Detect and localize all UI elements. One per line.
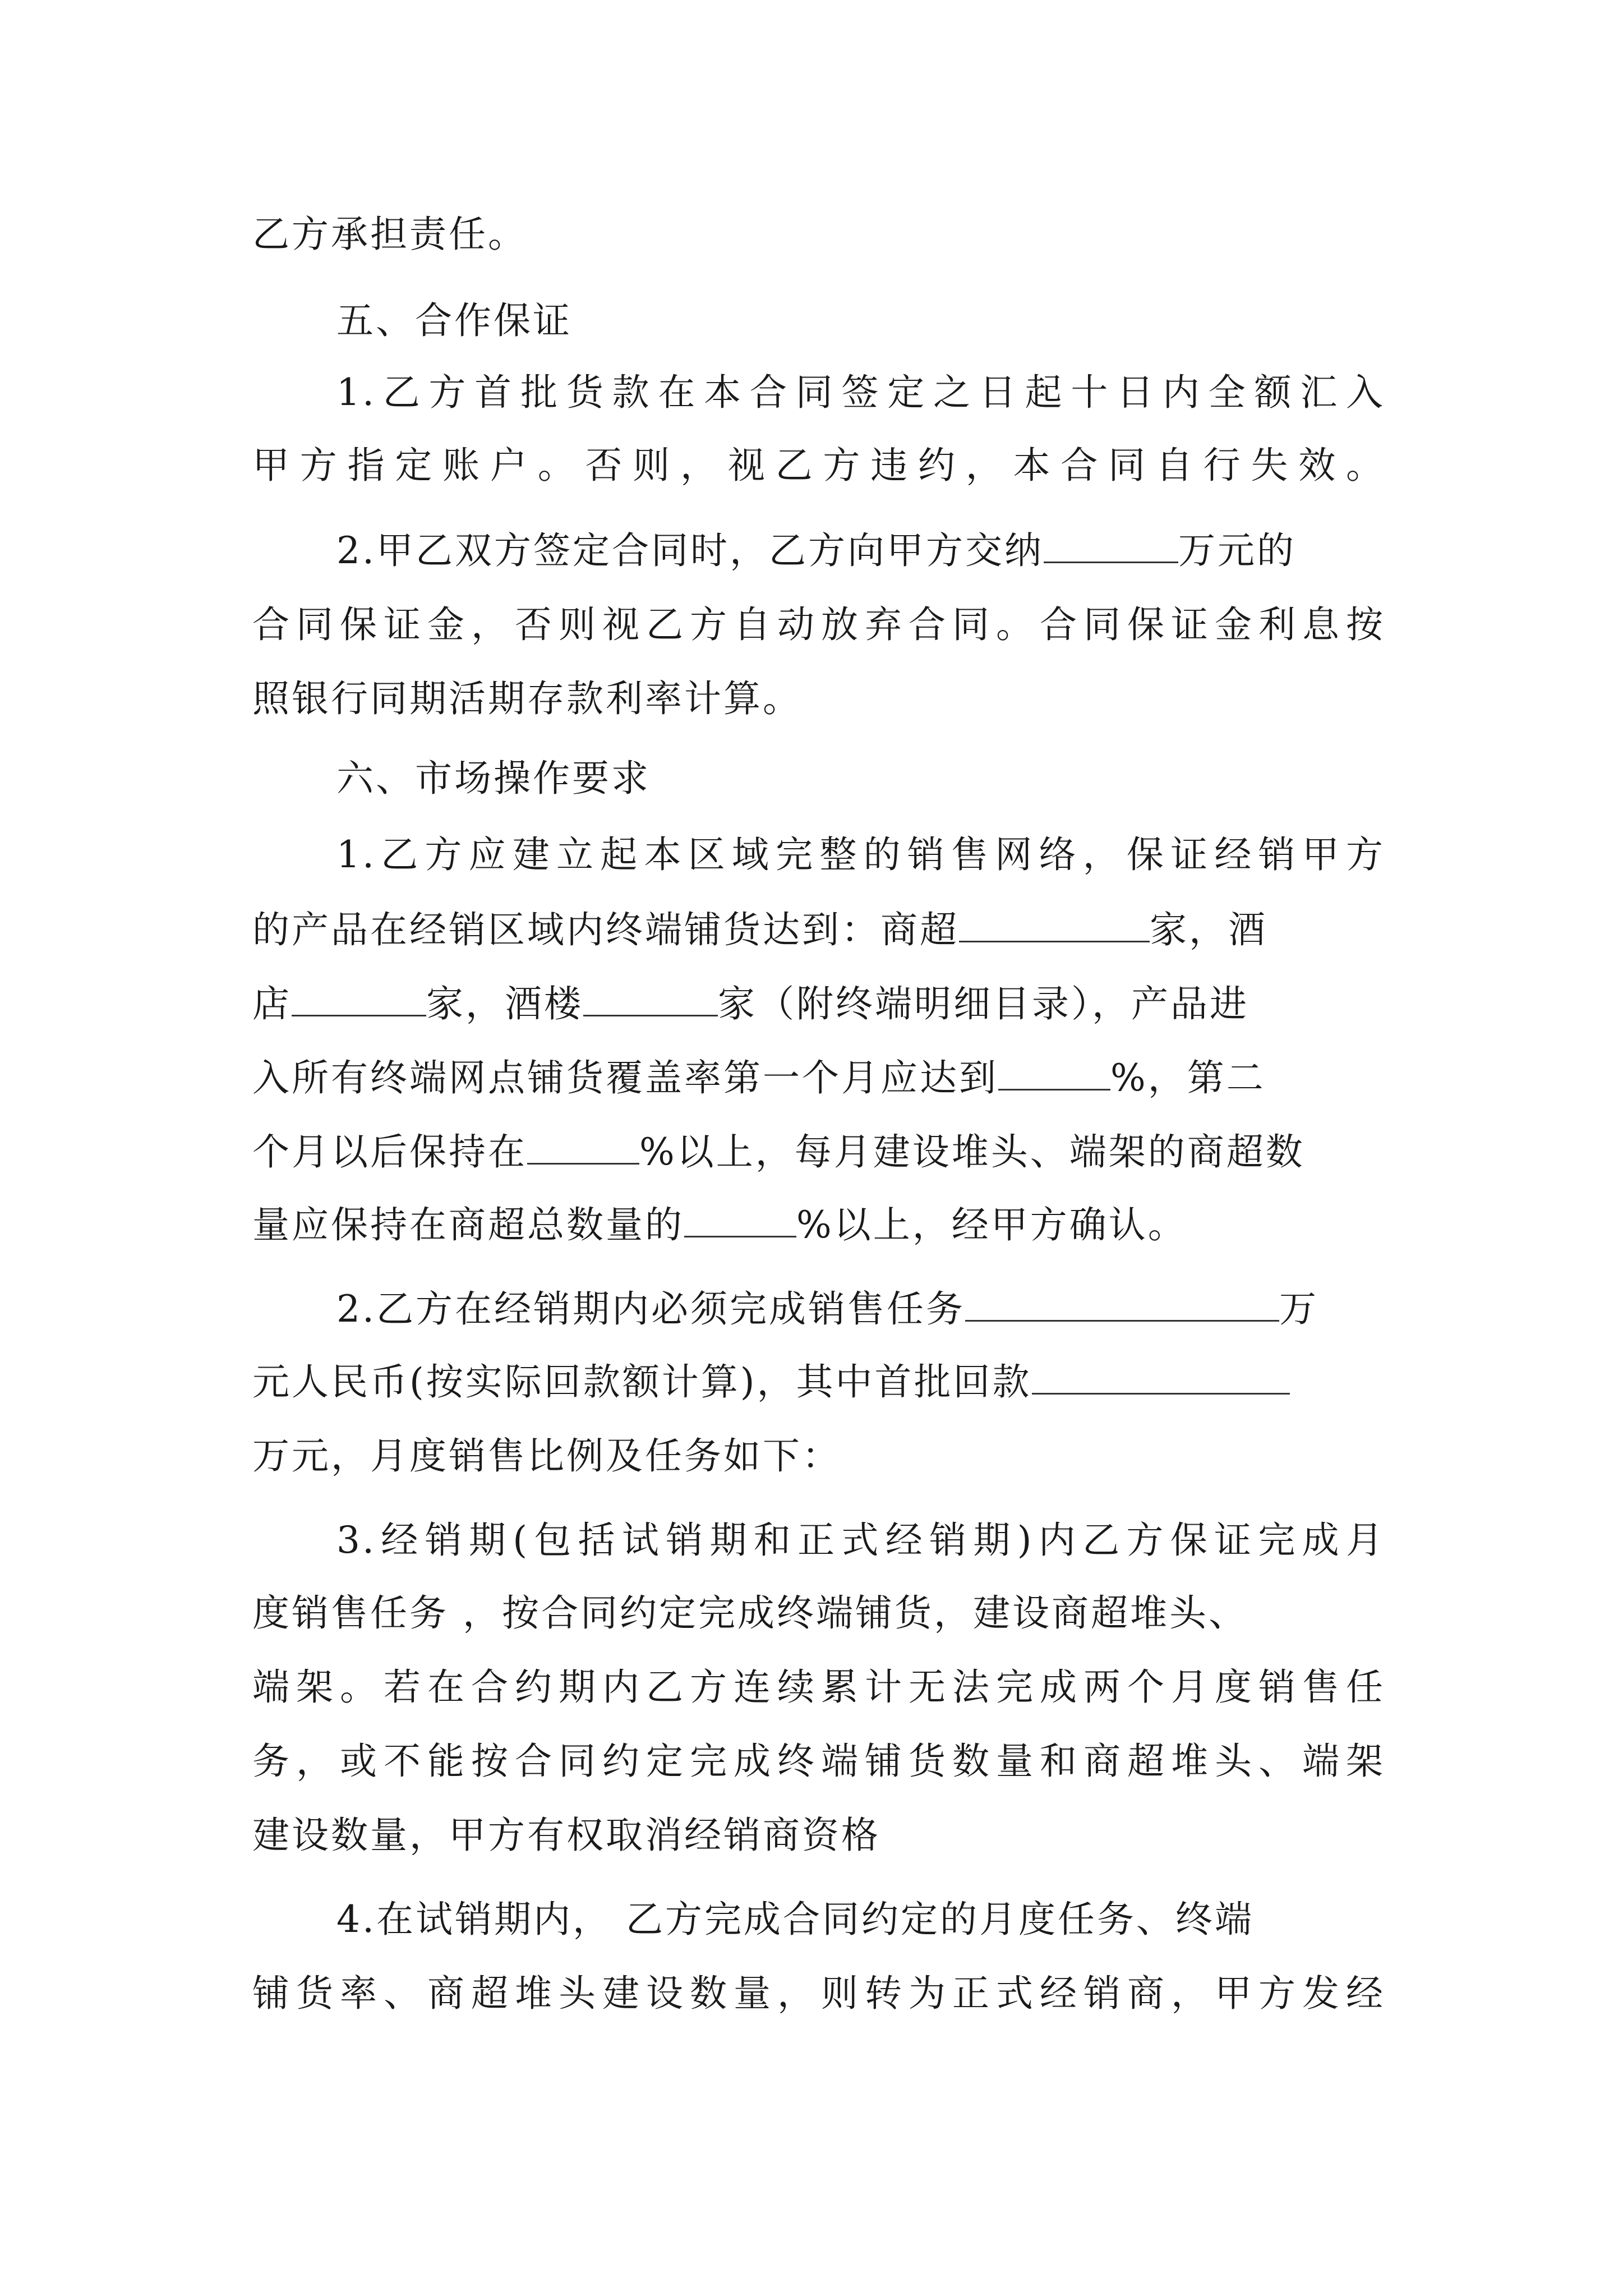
text-segment: 的产品在经销区域内终端铺货达到：商超 [252, 908, 959, 951]
text-line: 端架。若在合约期内乙方连续累计无法完成两个月度销售任 [252, 1665, 1385, 1709]
text-segment: %以上，每月建设堆头、端架的商超数 [639, 1130, 1305, 1174]
text-line: 乙方承担责任。 [252, 213, 527, 256]
fill-in-blank [1044, 527, 1178, 563]
text-segment: 2.甲乙双方签定合同时，乙方向甲方交纳 [336, 529, 1044, 572]
text-line [336, 1281, 1385, 1337]
text-line: 4.在试销期内， 乙方完成合同约定的月度任务、终端 [336, 1898, 1254, 1941]
text-segment: 家（附终端明细目录），产品进 [718, 982, 1249, 1025]
text-line [252, 1050, 1385, 1106]
text-line [252, 1197, 1385, 1253]
text-segment: 元人民币(按实际回款额计算)，其中首批回款 [252, 1360, 1032, 1404]
text-line [252, 1354, 1385, 1410]
text-segment: 家，酒 [1150, 908, 1267, 951]
section-heading: 六、市场操作要求 [336, 757, 651, 800]
text-line: 建设数量，甲方有权取消经销商资格 [252, 1814, 880, 1857]
text-segment: 店 [252, 982, 292, 1025]
text-segment: 家，酒楼 [426, 982, 583, 1025]
fill-in-blank [1032, 1358, 1290, 1395]
text-line [252, 1124, 1385, 1180]
text-segment: 个月以后保持在 [252, 1130, 527, 1174]
fill-in-blank [583, 980, 718, 1016]
fill-in-blank [527, 1128, 639, 1165]
text-line: 合同保证金，否则视乙方自动放弃合同。合同保证金利息按 [252, 603, 1385, 646]
text-line: 照银行同期活期存款利率计算。 [252, 677, 802, 720]
fill-in-blank [965, 1285, 1279, 1322]
text-segment: 入所有终端网点铺货覆盖率第一个月应达到 [252, 1056, 998, 1099]
text-segment: %以上，经甲方确认。 [796, 1203, 1187, 1246]
text-segment: 量应保持在商超总数量的 [252, 1203, 684, 1246]
text-line: 1.乙方首批货款在本合同签定之日起十日内全额汇入 [336, 371, 1385, 414]
text-segment: 2.乙方在经销期内必须完成销售任务 [336, 1287, 965, 1331]
text-line [252, 976, 1385, 1032]
text-line [252, 902, 1385, 958]
text-line: 3.经销期(包括试销期和正式经销期)内乙方保证完成月 [336, 1519, 1385, 1562]
text-line: 万元，月度销售比例及任务如下： [252, 1434, 841, 1478]
fill-in-blank [684, 1201, 796, 1237]
text-segment: 万元的 [1178, 529, 1296, 572]
text-line: 铺货率、商超堆头建设数量，则转为正式经销商，甲方发经 [252, 1972, 1385, 2015]
fill-in-blank [959, 906, 1150, 942]
fill-in-blank [292, 980, 426, 1016]
text-segment: 万 [1279, 1287, 1318, 1331]
text-line [336, 523, 1385, 579]
text-line: 务，或不能按合同约定完成终端铺货数量和商超堆头、端架 [252, 1740, 1385, 1783]
text-line: 甲方指定账户。否则，视乙方违约，本合同自行失效。 [252, 444, 1385, 487]
text-line: 度销售任务 ，按合同约定完成终端铺货，建设商超堆头、 [252, 1591, 1248, 1635]
fill-in-blank [998, 1054, 1110, 1091]
text-segment: %，第二 [1110, 1056, 1266, 1099]
section-heading: 五、合作保证 [336, 299, 572, 342]
text-line: 1.乙方应建立起本区域完整的销售网络，保证经销甲方 [336, 833, 1385, 876]
